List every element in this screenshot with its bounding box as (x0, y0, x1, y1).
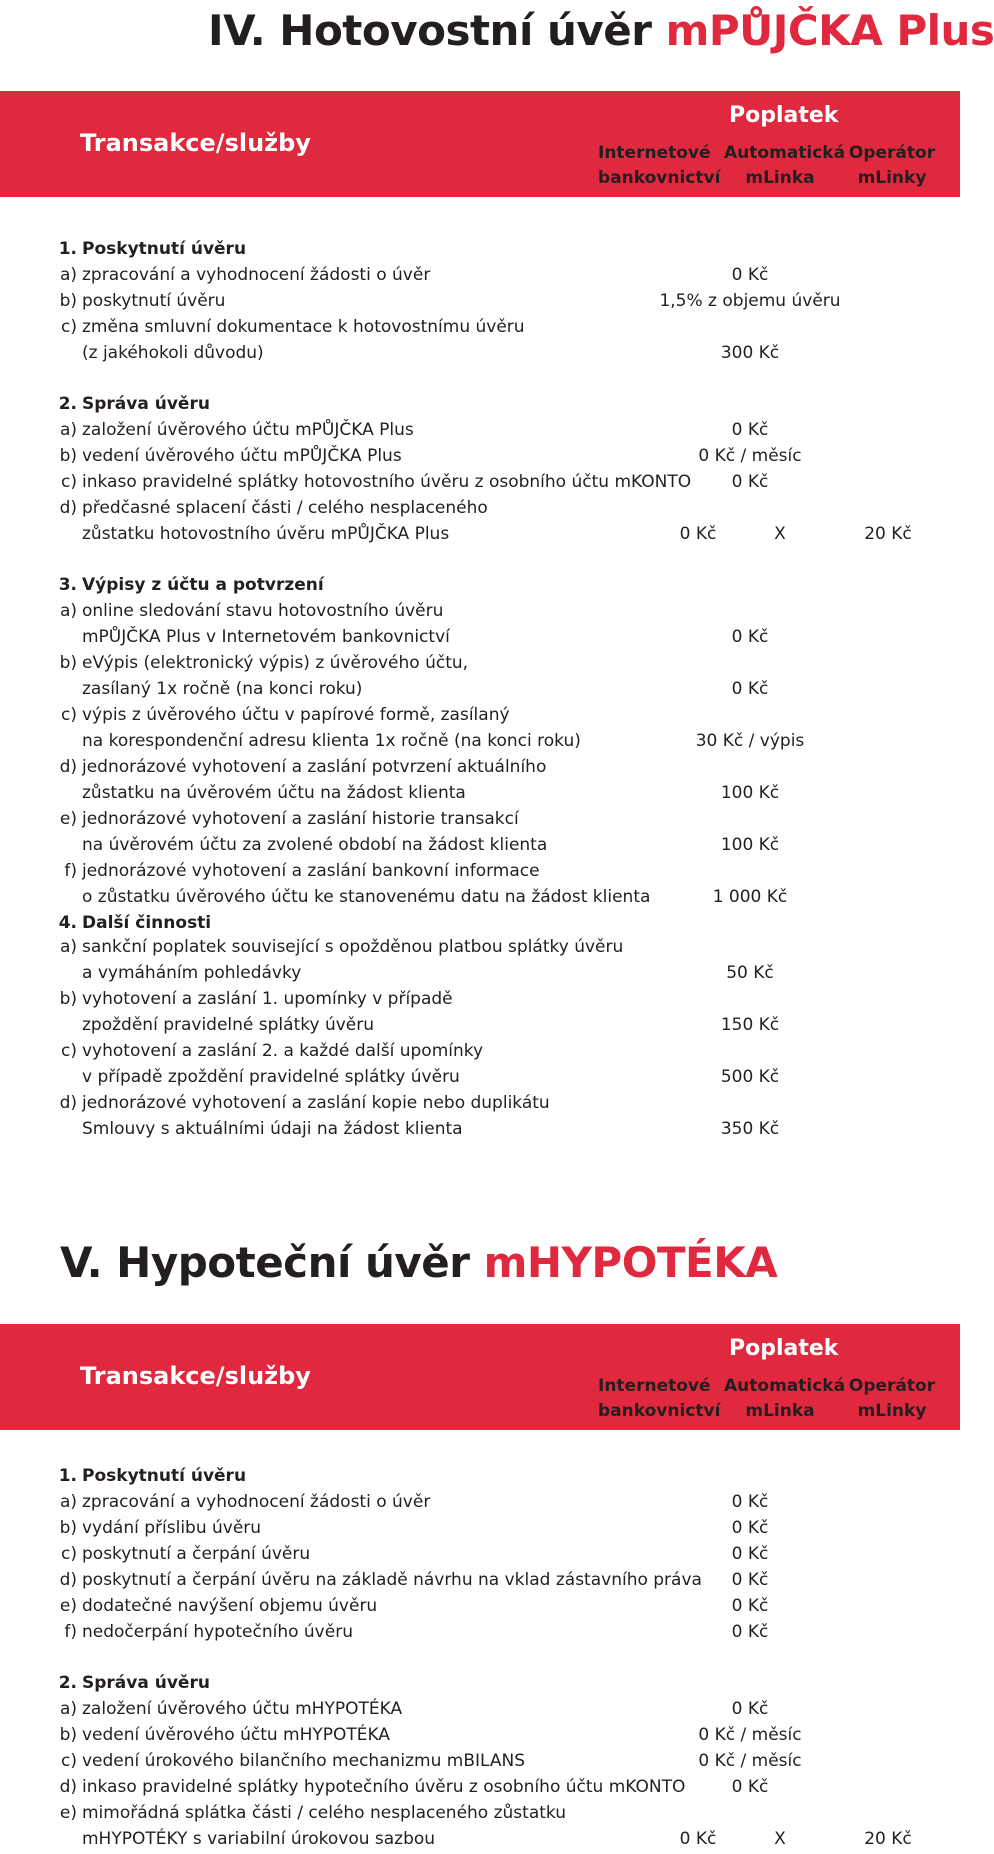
item-description: vydání příslibu úvěru (82, 1518, 262, 1538)
section-heading-row (55, 910, 960, 936)
item-marker: c) (61, 472, 77, 492)
fee-row (55, 1800, 960, 1826)
fee-amount: 0 Kč (731, 472, 769, 492)
item-description: vedení úrokového bilančního mechanizmu mBILANS (82, 1751, 526, 1771)
section-heading-row (55, 1463, 960, 1489)
fee-row (55, 314, 960, 340)
item-description: mimořádná splátka části / celého nesplaceného zůstatku (82, 1803, 567, 1823)
col-label-line: Automatická (724, 143, 846, 163)
fee-amount: 0 Kč (731, 1699, 769, 1719)
section-iv-title (208, 6, 994, 55)
item-marker: b) (59, 653, 77, 673)
col-label-line: Automatická (724, 1376, 846, 1396)
fee-row (55, 1541, 960, 1567)
fee-row (55, 1722, 960, 1748)
section-v-header-band (0, 1324, 960, 1430)
item-marker: c) (61, 317, 77, 337)
item-marker: 1. (58, 239, 77, 259)
transactions-heading: Transakce/služby (80, 129, 311, 157)
section-heading: Výpisy z účtu a potvrzení (82, 575, 324, 595)
col-label-line: Internetové (598, 1376, 711, 1396)
item-marker: a) (59, 937, 77, 957)
item-description: (z jakéhokoli důvodu) (82, 343, 264, 363)
item-description: inkaso pravidelné splátky hypotečního úvěru z osobního účtu mKONTO (82, 1777, 686, 1797)
item-marker: b) (59, 291, 77, 311)
fee-internet-banking: 0 Kč (679, 524, 717, 544)
item-description: založení úvěrového účtu mHYPOTÉKA (82, 1699, 403, 1719)
fee-amount: 300 Kč (720, 343, 780, 363)
item-description: jednorázové vyhotovení a zaslání bankovní informace (82, 861, 540, 881)
fee-amount: 0 Kč (731, 1492, 769, 1512)
fee-automatic-mlinka: X (774, 524, 786, 544)
fee-row (55, 1619, 960, 1645)
fee-row (55, 1116, 960, 1142)
fee-heading: Poplatek (729, 1336, 839, 1361)
item-description: poskytnutí úvěru (82, 291, 226, 311)
item-marker: 2. (58, 1673, 77, 1693)
fee-row (55, 884, 960, 910)
item-marker: 1. (58, 1466, 77, 1486)
item-description: zůstatku na úvěrovém účtu na žádost klienta (82, 783, 466, 803)
item-marker: 3. (58, 575, 77, 595)
fee-amount: 0 Kč (731, 1544, 769, 1564)
fee-amount: 1 000 Kč (712, 887, 788, 907)
fee-amount: 0 Kč / měsíc (698, 1725, 802, 1745)
fee-row (55, 832, 960, 858)
item-marker: d) (59, 1570, 77, 1590)
fee-row (55, 1774, 960, 1800)
fee-row (55, 1593, 960, 1619)
item-description: na korespondenční adresu klienta 1x ročně (na konci roku) (82, 731, 581, 751)
item-description: v případě zpoždění pravidelné splátky úvěru (82, 1067, 460, 1087)
item-description: sankční poplatek související s opožděnou platbou splátky úvěru (82, 937, 624, 957)
item-marker: d) (59, 1777, 77, 1797)
col-label-line: mLinky (857, 168, 927, 188)
item-marker: c) (61, 1544, 77, 1564)
fee-automatic-mlinka: X (774, 1829, 786, 1849)
item-description: zasílaný 1x ročně (na konci roku) (82, 679, 363, 699)
fee-row (55, 624, 960, 650)
col-automatic-mlinka (724, 1374, 846, 1424)
fee-row (55, 1012, 960, 1038)
fee-row (55, 934, 960, 960)
fee-row (55, 1090, 960, 1116)
item-marker: b) (59, 989, 77, 1009)
fee-row (55, 960, 960, 986)
fee-amount: 500 Kč (720, 1067, 780, 1087)
fee-row (55, 728, 960, 754)
section-v-title-prefix: V. Hypoteční úvěr (60, 1238, 484, 1287)
item-description: jednorázové vyhotovení a zaslání historie transakcí (82, 809, 519, 829)
col-label-line: mLinky (857, 1401, 927, 1421)
col-operator-mlinky (842, 141, 942, 191)
section-heading-row (55, 236, 960, 262)
fee-row (55, 598, 960, 624)
col-label-line: Internetové (598, 143, 711, 163)
item-description: o zůstatku úvěrového účtu ke stanovenému datu na žádost klienta (82, 887, 651, 907)
item-description: zpoždění pravidelné splátky úvěru (82, 1015, 374, 1035)
item-marker: a) (59, 265, 77, 285)
item-description: výpis z úvěrového účtu v papírové formě, zasílaný (82, 705, 510, 725)
section-v-title-accent: mHYPOTÉKA (483, 1238, 778, 1287)
item-description: a vymáháním pohledávky (82, 963, 302, 983)
item-marker: f) (64, 1622, 77, 1642)
fee-row (55, 1064, 960, 1090)
item-marker: 4. (58, 913, 77, 933)
fee-row (55, 495, 960, 521)
item-marker: f) (64, 861, 77, 881)
fee-amount: 30 Kč / výpis (695, 731, 805, 751)
item-description: Smlouvy s aktuálními údaji na žádost klienta (82, 1119, 463, 1139)
item-marker: c) (61, 1751, 77, 1771)
item-description: poskytnutí a čerpání úvěru na základě návrhu na vklad zástavního práva (82, 1570, 702, 1590)
item-description: změna smluvní dokumentace k hotovostnímu úvěru (82, 317, 525, 337)
item-marker: e) (59, 1596, 77, 1616)
section-heading-row (55, 1670, 960, 1696)
fee-amount: 0 Kč (731, 627, 769, 647)
item-marker: b) (59, 1518, 77, 1538)
item-description: jednorázové vyhotovení a zaslání kopie nebo duplikátu (82, 1093, 550, 1113)
item-description: eVýpis (elektronický výpis) z úvěrového účtu, (82, 653, 469, 673)
col-label-line: bankovnictví (598, 1401, 721, 1421)
fee-amount: 0 Kč (731, 1777, 769, 1797)
fee-row (55, 780, 960, 806)
fee-row (55, 340, 960, 366)
item-marker: b) (59, 446, 77, 466)
item-marker: d) (59, 498, 77, 518)
col-internet-banking (598, 1374, 721, 1424)
fee-operator-mlinky: 20 Kč (864, 524, 912, 544)
fee-row (55, 702, 960, 728)
fee-amount: 0 Kč / měsíc (698, 446, 802, 466)
fee-row (55, 754, 960, 780)
item-marker: a) (59, 601, 77, 621)
item-description: zpracování a vyhodnocení žádosti o úvěr (82, 1492, 431, 1512)
fee-row (55, 986, 960, 1012)
fee-row (55, 262, 960, 288)
item-marker: a) (59, 420, 77, 440)
fee-row (55, 806, 960, 832)
fee-heading: Poplatek (729, 103, 839, 128)
fee-row (55, 1696, 960, 1722)
section-iv-title-accent: mPŮJČKA Plus (665, 6, 994, 55)
item-description: vyhotovení a zaslání 2. a každé další upomínky (82, 1041, 484, 1061)
fee-row (55, 650, 960, 676)
item-description: zůstatku hotovostního úvěru mPŮJČKA Plus (82, 524, 450, 544)
item-marker: d) (59, 757, 77, 777)
item-marker: e) (59, 1803, 77, 1823)
fee-amount: 0 Kč (731, 679, 769, 699)
section-heading: Správa úvěru (82, 1673, 210, 1693)
col-internet-banking (598, 141, 721, 191)
fee-row (55, 443, 960, 469)
fee-amount: 1,5% z objemu úvěru (659, 291, 841, 311)
col-label-line: Operátor (848, 1376, 936, 1396)
fee-row (55, 521, 960, 547)
item-marker: 2. (58, 394, 77, 414)
item-description: jednorázové vyhotovení a zaslání potvrzení aktuálního (82, 757, 547, 777)
section-heading: Další činnosti (82, 913, 212, 933)
fee-amount: 50 Kč (726, 963, 774, 983)
item-marker: b) (59, 1725, 77, 1745)
fee-row (55, 676, 960, 702)
fee-amount: 0 Kč (731, 1518, 769, 1538)
fee-amount: 100 Kč (720, 783, 780, 803)
section-heading-row (55, 572, 960, 598)
fee-amount: 0 Kč (731, 420, 769, 440)
fee-row (55, 469, 960, 495)
fee-amount: 0 Kč (731, 1622, 769, 1642)
fee-row (55, 1826, 960, 1852)
section-iv-title-prefix: IV. Hotovostní úvěr (208, 6, 666, 55)
section-heading: Poskytnutí úvěru (82, 239, 247, 259)
fee-row (55, 1489, 960, 1515)
item-description: vedení úvěrového účtu mHYPOTÉKA (82, 1725, 391, 1745)
fee-operator-mlinky: 20 Kč (864, 1829, 912, 1849)
item-description: poskytnutí a čerpání úvěru (82, 1544, 311, 1564)
fee-row (55, 1567, 960, 1593)
fee-row (55, 1748, 960, 1774)
col-label-line: mLinka (745, 1401, 815, 1421)
fee-row (55, 1515, 960, 1541)
fee-internet-banking: 0 Kč (679, 1829, 717, 1849)
fee-amount: 0 Kč (731, 1570, 769, 1590)
fee-amount: 0 Kč (731, 265, 769, 285)
section-heading: Správa úvěru (82, 394, 210, 414)
transactions-heading: Transakce/služby (80, 1362, 311, 1390)
item-description: předčasné splacení části / celého nesplaceného (82, 498, 488, 518)
col-label-line: mLinka (745, 168, 815, 188)
section-v-title (60, 1238, 777, 1287)
item-description: vedení úvěrového účtu mPŮJČKA Plus (82, 446, 402, 466)
item-marker: c) (61, 1041, 77, 1061)
fee-amount: 350 Kč (720, 1119, 780, 1139)
fee-row (55, 1038, 960, 1064)
item-marker: a) (59, 1699, 77, 1719)
col-label-line: bankovnictví (598, 168, 721, 188)
item-description: inkaso pravidelné splátky hotovostního úvěru z osobního účtu mKONTO (82, 472, 692, 492)
item-description: založení úvěrového účtu mPŮJČKA Plus (82, 420, 414, 440)
item-description: zpracování a vyhodnocení žádosti o úvěr (82, 265, 431, 285)
item-description: dodatečné navýšení objemu úvěru (82, 1596, 378, 1616)
item-marker: e) (59, 809, 77, 829)
item-marker: d) (59, 1093, 77, 1113)
fee-row (55, 288, 960, 314)
fee-row (55, 858, 960, 884)
fee-row (55, 417, 960, 443)
item-marker: c) (61, 705, 77, 725)
item-description: na úvěrovém účtu za zvolené období na žádost klienta (82, 835, 548, 855)
col-operator-mlinky (842, 1374, 942, 1424)
item-description: vyhotovení a zaslání 1. upomínky v případě (82, 989, 453, 1009)
section-iv-header-band (0, 91, 960, 197)
fee-amount: 150 Kč (720, 1015, 780, 1035)
item-description: nedočerpání hypotečního úvěru (82, 1622, 353, 1642)
fee-amount: 0 Kč / měsíc (698, 1751, 802, 1771)
col-label-line: Operátor (848, 143, 936, 163)
item-description: mHYPOTÉKY s variabilní úrokovou sazbou (82, 1829, 436, 1849)
item-description: mPŮJČKA Plus v Internetovém bankovnictví (82, 627, 450, 647)
item-description: online sledování stavu hotovostního úvěru (82, 601, 444, 621)
fee-amount: 100 Kč (720, 835, 780, 855)
col-automatic-mlinka (724, 141, 846, 191)
fee-amount: 0 Kč (731, 1596, 769, 1616)
section-heading-row (55, 391, 960, 417)
section-heading: Poskytnutí úvěru (82, 1466, 247, 1486)
item-marker: a) (59, 1492, 77, 1512)
